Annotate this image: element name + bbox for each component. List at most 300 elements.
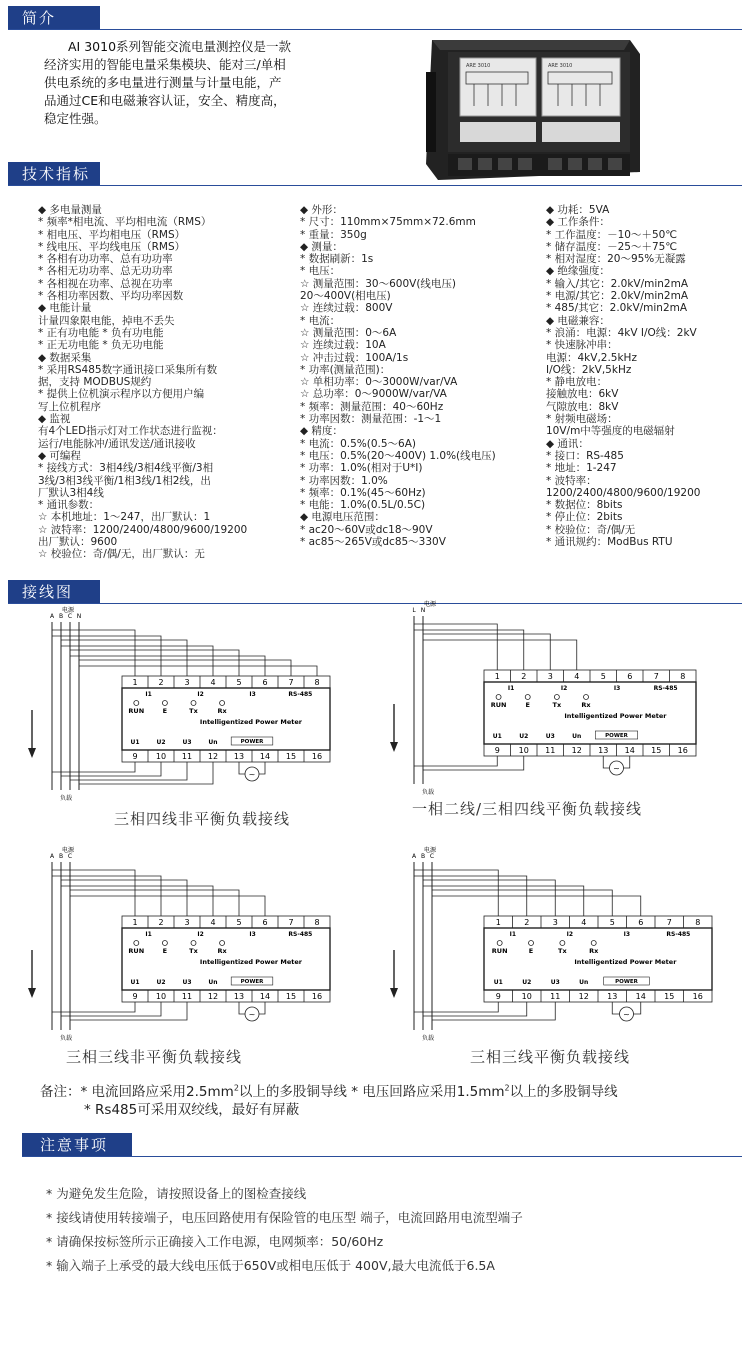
terminal-label: 4: [210, 918, 216, 927]
spec-line: * 各相功率因数、平均功率因数: [38, 290, 184, 303]
source-label: 电源: [62, 607, 75, 614]
rs485-label: RS-485: [666, 931, 691, 938]
terminal-label: 13: [598, 746, 609, 755]
power-source-symbol: ~: [613, 764, 620, 773]
spec-line: * 电压：0.5%(20～400V) 1.0%(线电压): [300, 449, 496, 462]
terminal-label: 9: [494, 746, 500, 755]
spec-line: ◆ 通讯：: [546, 437, 589, 450]
spec-line: * 储存温度：－25～＋75℃: [546, 240, 678, 253]
terminal-label: 1: [494, 672, 500, 681]
voltage-label: U3: [182, 979, 192, 986]
phase-label: L: [412, 607, 416, 614]
spec-line: * 相对湿度：20～95%无凝露: [546, 253, 686, 266]
spec-line: ◆ 绝缘强度：: [546, 265, 610, 278]
spec-line: ☆ 总功率：0～9000W/var/VA: [300, 388, 447, 401]
led-label: RUN: [491, 947, 508, 955]
led-label: Tx: [558, 947, 567, 955]
spec-line: ◆ 数据采集: [38, 351, 92, 364]
voltage-label: Un: [208, 979, 218, 986]
spec-line: * 通讯规约：ModBus RTU: [546, 536, 673, 549]
spec-line: 写上位机程序: [38, 400, 101, 413]
ct-label: I3: [613, 685, 621, 692]
terminal-label: 8: [314, 918, 320, 927]
terminal-label: 3: [184, 918, 190, 927]
power-source-symbol: ~: [623, 1010, 630, 1019]
load-label: 负载: [422, 789, 435, 796]
current-wire: [52, 630, 135, 676]
terminal-label: 7: [666, 918, 672, 927]
voltage-label: U1: [130, 739, 140, 746]
rs485-label: RS-485: [288, 691, 313, 698]
voltage-label: U2: [519, 733, 529, 740]
terminal-label: 10: [155, 752, 167, 761]
voltage-label: U2: [156, 979, 166, 986]
spec-line: * 快速脉冲串：: [546, 339, 618, 352]
voltage-wire: [423, 756, 524, 770]
spec-line: 气隙放电：8kV: [546, 400, 619, 413]
spec-line: ◆ 测量：: [300, 240, 343, 253]
intro-line: 稳定性强。: [44, 111, 107, 126]
terminal-label: 6: [638, 918, 644, 927]
led-label: E: [162, 707, 168, 715]
spec-line: ☆ 校验位：奇/偶/无，出厂默认：无: [38, 548, 205, 561]
led-label: E: [525, 701, 530, 709]
terminal-label: 3: [552, 918, 558, 927]
spec-line: 20～400V(相电压): [300, 290, 391, 303]
note-voltage-tail: 以上的多股铜导线: [509, 1084, 618, 1100]
device-photo: [418, 32, 640, 184]
voltage-wire: [414, 756, 497, 766]
terminal-label: 12: [207, 992, 219, 1001]
phase-label: B: [58, 853, 64, 860]
ct-label: I3: [249, 931, 256, 938]
spec-line: * ac20～60V或dc18～90V: [300, 523, 433, 536]
spec-header: 技术指标: [8, 162, 100, 186]
led-label: RUN: [128, 707, 145, 715]
current-wire: [423, 886, 584, 916]
spec-line: * 电压：: [300, 265, 341, 278]
ct-label: I3: [623, 931, 631, 938]
current-wire: [423, 880, 555, 916]
terminal-label: 7: [653, 672, 659, 681]
power-label: POWER: [240, 739, 264, 745]
terminal-label: 6: [262, 678, 268, 687]
voltage-label: U1: [493, 979, 503, 986]
spec-column-3: [546, 204, 700, 548]
terminal-label: 15: [285, 752, 297, 761]
terminal-label: 7: [288, 678, 294, 687]
current-wire: [70, 650, 239, 676]
spec-line: * 功率(测量范围)：: [300, 363, 391, 376]
terminal-label: 1: [132, 918, 138, 927]
terminal-label: 9: [132, 752, 138, 761]
terminal-label: 8: [680, 672, 686, 681]
terminal-label: 5: [609, 918, 615, 927]
spec-line: * 提供上位机演示程序以方便用户编: [38, 388, 205, 401]
spec-line: * 电流：0.5%(0.5～6A): [300, 437, 417, 450]
led-label: RUN: [490, 701, 507, 709]
voltage-wire: [52, 1002, 135, 1012]
ct-label: I3: [249, 691, 256, 698]
phase-label: N: [76, 613, 82, 620]
current-wire: [61, 640, 187, 676]
terminal-label: 9: [132, 992, 138, 1001]
spec-line: 运行/电能脉冲/通讯发送/通讯接收: [38, 437, 196, 450]
spec-line: ☆ 连续过载：10A: [300, 339, 386, 352]
terminal-label: 10: [155, 992, 167, 1001]
spec-line: * 接口：RS-485: [546, 449, 624, 462]
spec-line: 出厂默认：9600: [38, 536, 118, 549]
phase-label: C: [429, 853, 435, 860]
spec-line: 据，支持 MODBUS规约: [38, 376, 152, 389]
phase-label: B: [58, 613, 64, 620]
voltage-label: U1: [130, 979, 140, 986]
current-wire: [414, 870, 498, 916]
spec-line: * 采用RS485数字通讯接口采集所有数: [38, 363, 218, 376]
voltage-label: U1: [492, 733, 502, 740]
current-wire: [432, 890, 612, 916]
spec-line: ◆ 电磁兼容：: [546, 314, 610, 327]
current-wire: [432, 896, 641, 916]
terminal-label: 3: [547, 672, 553, 681]
phase-label: N: [420, 607, 426, 614]
spec-line: * 频率：测量范围：40～60Hz: [300, 400, 444, 413]
current-wire: [423, 640, 577, 670]
note-line-1: [40, 1080, 618, 1100]
spec-column-2: [300, 204, 496, 548]
source-label: 电源: [424, 601, 437, 608]
spec-line: * 各相无功功率、总无功功率: [38, 265, 173, 278]
voltage-label: U2: [156, 739, 166, 746]
terminal-label: 9: [495, 992, 501, 1001]
power-label: POWER: [605, 733, 628, 739]
voltage-wire: [52, 762, 135, 772]
spec-line: * 数据刷新：1s: [300, 253, 374, 266]
ct-label: I1: [507, 685, 515, 692]
spec-line: * 尺寸：110mm×75mm×72.6mm: [300, 216, 476, 229]
terminal-label: 16: [692, 992, 703, 1001]
intro-line: 经济实用的智能电量采集模块、能对三/单相: [44, 57, 286, 72]
spec-line: * 功率因数：测量范围：-1～1: [300, 413, 442, 426]
current-wire: [79, 660, 291, 676]
spec-line: 10V/m中等强度的电磁辐射: [546, 425, 675, 438]
spec-line: * 射频电磁场：: [546, 413, 618, 426]
spec-line: * 地址：1-247: [546, 462, 617, 475]
spec-line: ☆ 测量范围：30～600V(线电压): [300, 277, 457, 290]
spec-line: * 停止位：2bits: [546, 511, 623, 524]
power-source-symbol: ~: [248, 1010, 256, 1019]
spec-rule: [8, 185, 742, 186]
spec-line: * 功率因数：1.0%: [300, 474, 388, 487]
spec-line: 接触放电：6kV: [546, 388, 619, 401]
current-wire: [52, 870, 135, 916]
phase-label: C: [67, 853, 73, 860]
current-wire: [70, 890, 239, 916]
ct-label: I2: [197, 691, 204, 698]
terminal-label: 13: [233, 752, 245, 761]
caution-item: * 输入端子上承受的最大线电压低于650V或相电压低于 400V,最大电流低于6.5A: [46, 1258, 495, 1273]
spec-line: ◆ 电源电压范围：: [300, 511, 385, 524]
wiring-diagram: [390, 846, 712, 1042]
current-wire: [79, 666, 317, 676]
phase-label: A: [411, 853, 417, 860]
intro-line: AI 3010系列智能交流电量测控仪是一款: [68, 39, 292, 54]
current-wire: [423, 634, 550, 670]
spec-line: 厂默认3相4线: [38, 486, 104, 499]
terminal-label: 5: [236, 678, 242, 687]
spec-line: ◆ 工作条件：: [546, 216, 610, 229]
spec-line: * 485/其它：2.0kV/min2mA: [546, 302, 688, 315]
spec-line: * ac85～265V或dc85～330V: [300, 536, 446, 549]
voltage-wire: [70, 762, 187, 780]
terminal-label: 11: [545, 746, 556, 755]
power-source-symbol: ~: [248, 770, 256, 779]
terminal-label: 10: [518, 746, 529, 755]
meter-title: Intelligentized Power Meter: [199, 958, 303, 966]
spec-column-1: [38, 204, 247, 561]
terminal-label: 14: [624, 746, 635, 755]
spec-line: * 数据位：8bits: [546, 499, 623, 512]
terminal-label: 4: [581, 918, 587, 927]
load-arrow-head: [28, 748, 36, 758]
phase-label: A: [49, 613, 55, 620]
spec-line: * 电源/其它：2.0kV/min2mA: [546, 290, 689, 303]
terminal-label: 8: [314, 678, 320, 687]
terminal-label: 13: [233, 992, 245, 1001]
voltage-label: U3: [182, 739, 192, 746]
wiring-diagram: [28, 606, 330, 802]
terminal-label: 5: [236, 918, 242, 927]
terminal-label: 16: [677, 746, 688, 755]
load-label: 负载: [60, 1035, 73, 1042]
led-label: Rx: [217, 947, 227, 955]
voltage-label: Un: [579, 979, 589, 986]
current-wire: [414, 630, 524, 670]
terminal-label: 8: [695, 918, 701, 927]
led-label: Rx: [589, 947, 599, 955]
spec-line: * 重量：350g: [300, 228, 367, 241]
spec-line: I/O线：2kV,5kHz: [546, 363, 632, 376]
spec-line: * 各相有功功率、总有功功率: [38, 253, 173, 266]
wiring-diagram: [390, 600, 696, 796]
diagram-caption-4: 三相三线平衡负载接线: [470, 1048, 631, 1066]
spec-line: * 正有功电能 * 负有功电能: [38, 326, 164, 339]
current-wire: [414, 624, 497, 670]
rs485-label: RS-485: [653, 685, 678, 692]
voltage-wire: [61, 762, 161, 776]
spec-line: ◆ 可编程: [38, 449, 81, 462]
voltage-label: U2: [522, 979, 532, 986]
load-label: 负载: [60, 795, 73, 802]
spec-line: 1200/2400/4800/9600/19200: [546, 486, 701, 499]
spec-line: * 通讯参数：: [38, 499, 100, 512]
spec-line: ☆ 本机地址：1～247，出厂默认：1: [38, 511, 211, 524]
voltage-wire: [61, 1002, 161, 1016]
terminal-label: 14: [259, 992, 271, 1001]
spec-line: ◆ 外形：: [300, 204, 343, 216]
terminal-label: 2: [158, 918, 164, 927]
terminal-label: 3: [184, 678, 190, 687]
intro-line: 品通过CE和电磁兼容认证，安全、精度高，: [44, 93, 286, 108]
phase-label: C: [67, 613, 73, 620]
voltage-wire: [414, 1002, 498, 1012]
spec-line: * 功率：1.0%(相对于U*I): [300, 462, 423, 475]
current-wire: [61, 886, 213, 916]
phase-label: B: [420, 853, 426, 860]
current-wire: [70, 896, 265, 916]
diagram-caption-3: 三相三线非平衡负载接线: [66, 1048, 243, 1066]
meter-title: Intelligentized Power Meter: [564, 712, 667, 720]
voltage-label: Un: [208, 739, 218, 746]
spec-line: ◆ 监视: [38, 413, 71, 426]
rs485-label: RS-485: [288, 931, 313, 938]
led-label: Rx: [581, 701, 591, 709]
load-label: 负载: [422, 1035, 435, 1042]
caution-item: * 为避免发生危险，请按照设备上的图检查接线: [46, 1186, 307, 1201]
spec-line: * 校验位：奇/偶/无: [546, 523, 636, 536]
terminal-label: 12: [578, 992, 589, 1001]
spec-line: ◆ 功耗：5VA: [546, 204, 610, 216]
led-label: E: [528, 947, 534, 955]
ct-label: I2: [560, 685, 568, 692]
spec-line: * 电能：1.0%(0.5L/0.5C): [300, 499, 426, 512]
terminal-label: 16: [311, 992, 323, 1001]
current-wire: [61, 646, 213, 676]
device-panel-right-label: ARE 3010: [548, 63, 573, 69]
wiring-diagrams: [0, 600, 750, 1050]
power-label: POWER: [615, 979, 638, 985]
meter-title: Intelligentized Power Meter: [199, 718, 303, 726]
diagram-caption-1: 三相四线非平衡负载接线: [114, 810, 291, 828]
voltage-label: U3: [545, 733, 555, 740]
terminal-label: 7: [288, 918, 294, 927]
source-label: 电源: [424, 847, 437, 854]
terminal-label: 15: [285, 992, 297, 1001]
spec-line: 计量四象限电能，掉电不丢失: [38, 314, 175, 327]
power-label: POWER: [240, 979, 264, 985]
ct-label: I1: [145, 691, 152, 698]
terminal-label: 11: [181, 752, 193, 761]
terminal-label: 2: [524, 918, 530, 927]
led-label: RUN: [128, 947, 145, 955]
phase-label: A: [49, 853, 55, 860]
spec-line: * 相电压、平均相电压（RMS）: [38, 228, 186, 241]
voltage-label: U3: [550, 979, 560, 986]
spec-line: * 频率：0.1%(45～60Hz): [300, 486, 426, 499]
terminal-label: 11: [181, 992, 193, 1001]
load-arrow-head: [390, 988, 398, 998]
spec-line: * 接线方式：3相4线/3相4线平衡/3相: [38, 462, 214, 475]
spec-line: ◆ 电能计量: [38, 302, 92, 315]
device-panel-left-label: ARE 3010: [466, 63, 491, 69]
spec-line: ☆ 单相功率：0～3000W/var/VA: [300, 376, 458, 389]
spec-line: * 各相视在功率、总视在功率: [38, 277, 173, 290]
spec-line: * 线电压、平均线电压（RMS）: [38, 240, 186, 253]
note-voltage: * 电压回路应采用1.5mm: [351, 1084, 505, 1100]
terminal-label: 4: [574, 672, 580, 681]
source-label: 电源: [62, 847, 75, 854]
voltage-label: Un: [572, 733, 582, 740]
led-label: Tx: [189, 707, 198, 715]
terminal-label: 15: [664, 992, 675, 1001]
intro-rule: [8, 29, 742, 30]
note-current-tail: 以上的多股铜导线: [238, 1084, 347, 1100]
load-arrow-head: [390, 742, 398, 752]
caution-item: * 接线请使用转接端子，电压回路使用有保险管的电压型 端子，电流回路用电流型端子: [46, 1210, 523, 1225]
wiring-diagram: [28, 846, 330, 1042]
spec-line: ☆ 波特率：1200/2400/4800/9600/19200: [38, 523, 248, 536]
note-current: * 电流回路应采用2.5mm: [80, 1084, 234, 1100]
terminal-label: 12: [571, 746, 582, 755]
note-sup: 2: [504, 1083, 510, 1093]
spec-line: ☆ 连续过载：800V: [300, 302, 393, 315]
caution-item: * 请确保按标签所示正确接入工作电源，电网频率：50/60Hz: [46, 1234, 384, 1249]
terminal-label: 1: [132, 678, 138, 687]
caution-rule: [22, 1156, 742, 1157]
terminal-label: 15: [651, 746, 662, 755]
spec-line: * 正无功电能 * 负无功电能: [38, 339, 164, 352]
terminal-label: 16: [311, 752, 323, 761]
note-sup: 2: [233, 1083, 239, 1093]
meter-title: Intelligentized Power Meter: [574, 958, 677, 966]
note-label: 备注：: [40, 1084, 81, 1100]
intro-line: 供电系统的多电量进行测量与计量电能，产: [44, 75, 282, 90]
intro-text: [44, 38, 322, 128]
spec-line: ◆ 精度：: [300, 425, 343, 438]
caution-header: 注意事项: [22, 1133, 132, 1157]
led-label: Tx: [552, 701, 562, 709]
spec-line: * 浪涌：电源：4kV I/O线：2kV: [546, 326, 697, 339]
spec-line: * 静电放电：: [546, 376, 608, 389]
ct-label: I1: [145, 931, 152, 938]
ct-label: I2: [566, 931, 574, 938]
terminal-label: 2: [521, 672, 527, 681]
spec-line: ◆ 多电量测量: [38, 204, 102, 216]
spec-line: 电源：4kV,2.5kHz: [546, 351, 637, 364]
load-arrow-head: [28, 988, 36, 998]
current-wire: [61, 880, 187, 916]
intro-header: 简介: [8, 6, 100, 30]
spec-line: * 输入/其它：2.0kV/min2mA: [546, 277, 689, 290]
led-label: Rx: [217, 707, 227, 715]
spec-line: 有4个LED指示灯对工作状态进行监视：: [38, 425, 223, 438]
voltage-wire: [423, 1002, 527, 1016]
terminal-label: 6: [262, 918, 268, 927]
terminal-label: 11: [550, 992, 561, 1001]
terminal-label: 14: [635, 992, 646, 1001]
terminal-label: 4: [210, 678, 216, 687]
terminal-label: 14: [259, 752, 271, 761]
spec-line: * 电流：: [300, 314, 341, 327]
terminal-label: 2: [158, 678, 164, 687]
terminal-label: 6: [627, 672, 633, 681]
spec-line: * 工作温度：－10～＋50℃: [546, 228, 678, 241]
led-label: E: [162, 947, 168, 955]
terminal-label: 13: [607, 992, 618, 1001]
diagram-caption-2: 一相二线/三相四线平衡负载接线: [412, 800, 643, 818]
terminal-label: 12: [207, 752, 219, 761]
spec-line: 3线/3相3线平衡/1相3线/1相2线，出: [38, 474, 211, 487]
terminal-label: 1: [495, 918, 501, 927]
voltage-wire: [70, 1002, 187, 1020]
spec-line: * 频率*相电流、平均相电流（RMS）: [38, 216, 212, 229]
terminal-label: 5: [600, 672, 606, 681]
note-line-2: * Rs485可采用双绞线，最好有屏蔽: [84, 1102, 300, 1118]
ct-label: I1: [509, 931, 517, 938]
led-label: Tx: [189, 947, 198, 955]
spec-line: * 波特率：: [546, 474, 597, 487]
spec-line: ☆ 冲击过载：100A/1s: [300, 351, 409, 364]
